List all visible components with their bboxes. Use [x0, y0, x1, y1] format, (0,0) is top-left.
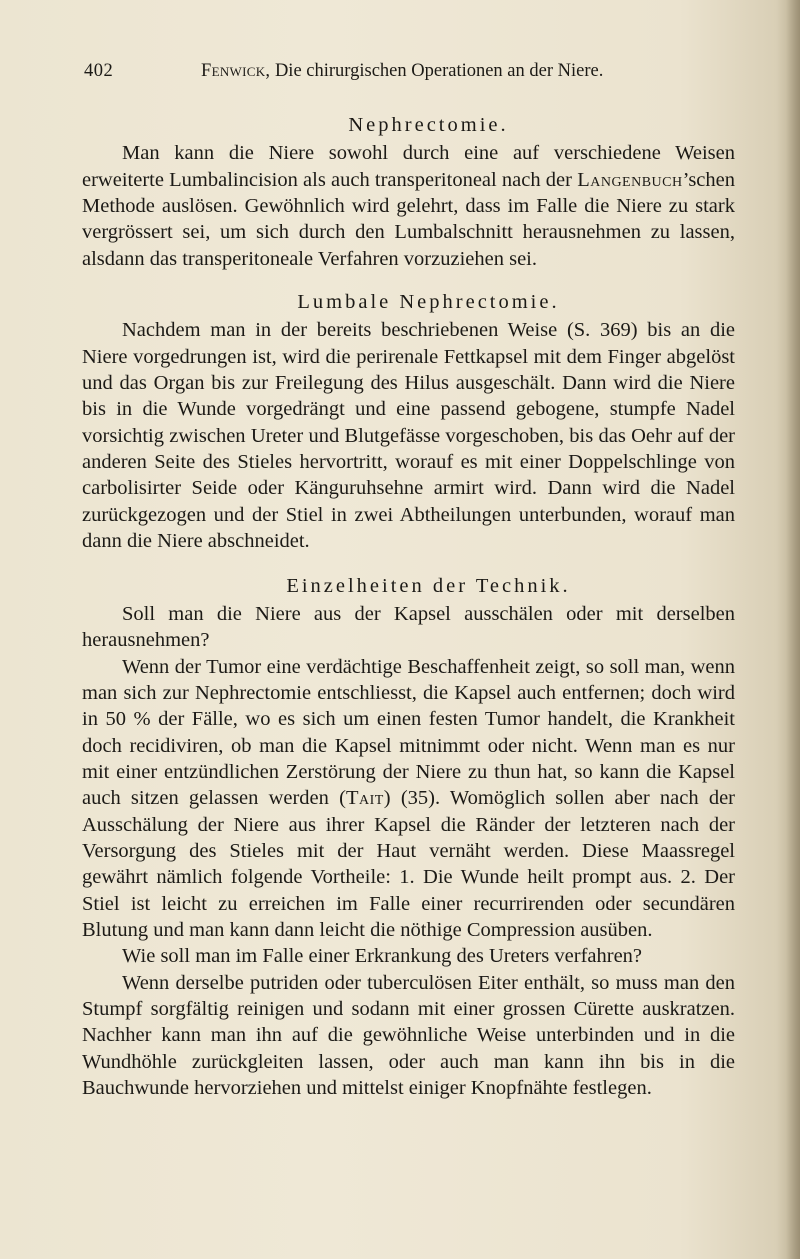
paragraph-text: Wie soll man im Falle einer Erkrankung des Ureters verfahren?: [122, 945, 643, 968]
paragraph: [82, 140, 735, 272]
section-heading-einzelheiten: Einzelheiten der Technik.: [286, 574, 571, 597]
paragraph-text: Wenn der Tumor eine verdächtige Beschaffenheit zeigt, so soll man, wenn man sich zur Nephrectomie entschliesst, die Kapsel auch entfernen; doch wird in 50 % der Fälle, wo es sich um einen festen Tumor handelt, die Krankheit doch recidiviren, ob man die Kapsel mitnimmt oder nicht. Wenn man es nur mit einer entzündlichen Zerstörung der Niere zu thun hat, so kann die Kapsel auch sitzen gelassen werden (: [82, 655, 735, 810]
author-reference-langenbuch: Langenbuch: [577, 168, 683, 191]
section-heading-nephrectomie: Nephrectomie.: [348, 114, 509, 136]
body-text: [82, 112, 735, 1101]
author-reference-tait: Tait: [345, 787, 384, 810]
page-number: 402: [84, 61, 114, 81]
paragraph-text: Nachdem man in der bereits beschriebenen Weise (S. 369) bis an die Niere vorgedrungen ist, wird die perirenale Fettkapsel mit dem Finger abgelöst und das Organ bis zur Freilegung des Hilus ausgeschält. Dann wird die Niere bis in die Wunde vorgedrängt und eine passend gebogene, stumpfe Nadel vorsichtig zwischen Ureter und Blutgefässe vorgeschoben, bis das Oehr auf der anderen Seite des Stieles hervortritt, worauf es mit einer Doppelschlinge von carbolisirter Seide oder Känguruhsehne armirt wird. Dann wird die Nadel zurückgezogen und der Stiel in zwei Abtheilungen unterbunden, worauf man dann die Niere abschneidet.: [82, 319, 735, 553]
header-title-text: Die chirurgischen Operationen an der Niere.: [274, 61, 604, 81]
paragraph: [82, 654, 735, 944]
section-heading-lumbale-nephrectomie: Lumbale Nephrectomie.: [297, 291, 560, 314]
header-author: Fenwick,: [201, 61, 271, 81]
question-paragraph: [82, 943, 735, 969]
question-paragraph: [82, 601, 735, 654]
paragraph-text: Man kann die Niere sowohl durch eine auf verschiedene Weisen erweiterte Lumbalincision als auch transperitoneal nach der: [82, 142, 735, 191]
paragraph-text-cont: ) (35). Womöglich sollen aber nach der Ausschälung der Niere aus ihrer Kapsel die Ränder der letzteren nach der Versorgung des Stieles mit der Haut vernäht werden. Diese Maassregel gewährt nämlich folgende Vortheile: 1. Die Wunde heilt prompt aus. 2. Der Stiel ist leicht zu erreichen im Falle einer recurrirenden oder secundären Blutung und man kann dann leicht die nöthige Compression ausüben.: [82, 787, 735, 941]
paragraph: [82, 970, 735, 1102]
running-header: [84, 58, 724, 84]
header-title: [201, 58, 603, 84]
paragraph-text-cont: ’schen Methode auslösen. Gewöhnlich wird gelehrt, dass im Falle die Niere zu stark vergrössert sei, um sich durch den Lumbalschnitt herausnehmen zu lassen, alsdann das transperitoneale Verfahren vorzuziehen sei.: [82, 168, 735, 270]
paragraph: [82, 317, 735, 554]
paragraph-text: Soll man die Niere aus der Kapsel ausschälen oder mit derselben herausnehmen?: [82, 602, 735, 652]
page-edge-shadow: [786, 0, 800, 1259]
paragraph-text: Wenn derselbe putriden oder tuberculösen Eiter enthält, so muss man den Stumpf sorgfältig reinigen und sodann mit einer grossen Cürette auskratzen. Nachher kann man ihn auf die gewöhnliche Weise unterbinden und in die Wundhöhle zurückgleiten lassen, oder auch man kann ihn bis in die Bauchwunde hervorziehen und mittelst einiger Knopfnähte festlegen.: [82, 971, 735, 1100]
